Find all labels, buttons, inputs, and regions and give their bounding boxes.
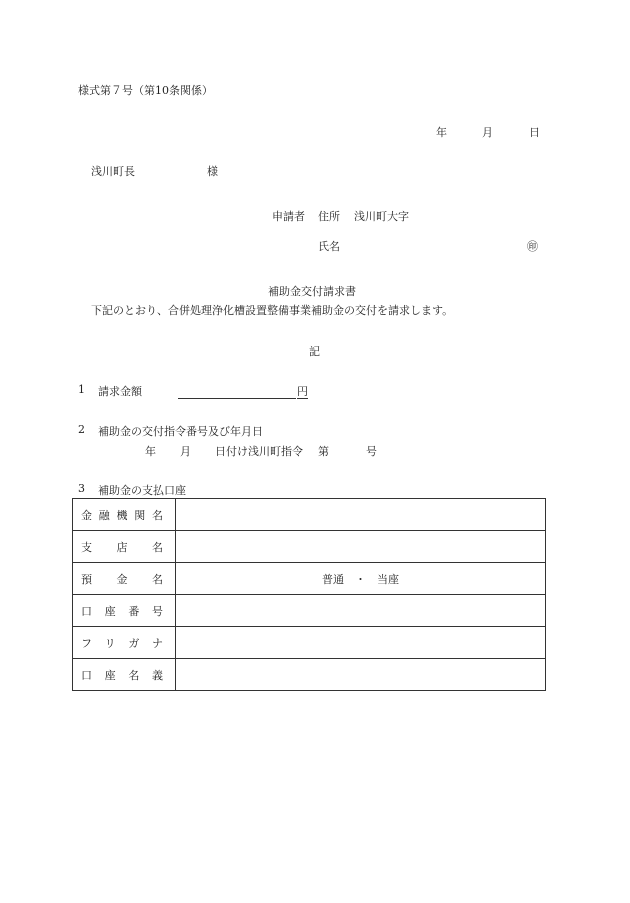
label-char: ナ xyxy=(151,636,163,650)
order-year-label: 年 xyxy=(145,445,156,458)
table-row xyxy=(73,563,546,595)
bank-account-table xyxy=(72,498,546,691)
table-row xyxy=(73,531,546,563)
label-char: 名 xyxy=(128,668,140,682)
date-month-label: 月 xyxy=(482,126,493,139)
table-row xyxy=(73,499,546,531)
table-row xyxy=(73,659,546,691)
document-title: 補助金交付請求書 xyxy=(268,285,356,298)
deposit-type-label xyxy=(73,563,176,595)
date-day-label: 日 xyxy=(529,126,540,139)
intro-text: 下記のとおり、合併処理浄化槽設置整備事業補助金の交付を請求します。 xyxy=(91,304,454,317)
label-char: 支 xyxy=(81,540,92,554)
branch-field[interactable] xyxy=(176,531,546,563)
item-3-label: 補助金の支払口座 xyxy=(98,484,186,497)
label-char: 名 xyxy=(152,572,163,586)
order-month-label: 月 xyxy=(180,445,191,458)
amount-unit: 円 xyxy=(297,385,308,398)
order-issuer-text: 日付け浅川町指令 xyxy=(215,445,303,458)
financial-institution-field[interactable] xyxy=(176,499,546,531)
label-char: 金 xyxy=(116,572,128,586)
label-char: フ xyxy=(81,636,92,650)
deposit-type-field[interactable]: 普通 ・ 当座 xyxy=(176,563,546,595)
item-3-number: 3 xyxy=(78,482,85,495)
label-char: 番 xyxy=(128,604,140,618)
label-char: 座 xyxy=(104,604,116,618)
label-char: 預 xyxy=(81,572,92,586)
item-2-label: 補助金の交付指令番号及び年月日 xyxy=(98,425,263,438)
addressee-name: 浅川町長 xyxy=(91,165,135,178)
applicant-label: 申請者 xyxy=(272,210,305,223)
label-char: 金 xyxy=(81,508,92,522)
item-2-number: 2 xyxy=(78,423,85,436)
address-value: 浅川町大字 xyxy=(354,210,409,223)
label-char: 名 xyxy=(152,508,163,522)
label-char: 名 xyxy=(152,540,163,554)
financial-institution-label xyxy=(73,499,176,531)
seal-mark: ㊞ xyxy=(527,240,538,253)
address-label: 住所 xyxy=(318,210,340,223)
label-char: 関 xyxy=(134,508,146,522)
label-char: ガ xyxy=(128,636,140,650)
order-dai-label: 第 xyxy=(318,445,329,458)
table-row xyxy=(73,595,546,627)
branch-label xyxy=(73,531,176,563)
table-row xyxy=(73,627,546,659)
item-1-label: 請求金額 xyxy=(98,385,142,398)
furigana-label xyxy=(73,627,176,659)
label-char: 号 xyxy=(151,604,163,618)
account-number-field[interactable] xyxy=(176,595,546,627)
amount-field[interactable] xyxy=(178,383,308,399)
date-year-label: 年 xyxy=(436,126,447,139)
label-char: 口 xyxy=(81,604,92,618)
label-char: 融 xyxy=(98,508,110,522)
ki-label: 記 xyxy=(309,345,320,358)
account-number-label xyxy=(73,595,176,627)
order-go-label: 号 xyxy=(366,445,377,458)
label-char: 店 xyxy=(116,540,128,554)
item-1-number: 1 xyxy=(78,383,85,396)
account-holder-field[interactable] xyxy=(176,659,546,691)
label-char: 口 xyxy=(81,668,92,682)
furigana-field[interactable] xyxy=(176,627,546,659)
name-label: 氏名 xyxy=(318,240,340,253)
form-number: 様式第７号（第10条関係） xyxy=(78,84,213,97)
addressee-honorific: 様 xyxy=(207,165,218,178)
label-char: 機 xyxy=(116,508,128,522)
account-holder-label xyxy=(73,659,176,691)
label-char: 座 xyxy=(104,668,116,682)
label-char: リ xyxy=(104,636,116,650)
label-char: 義 xyxy=(151,668,163,682)
